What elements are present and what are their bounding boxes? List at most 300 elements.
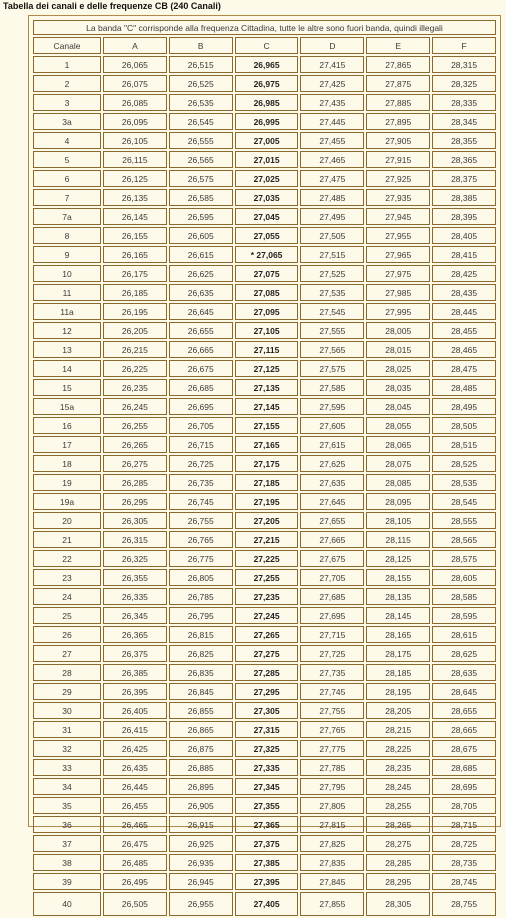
cell-c: 26,975: [235, 75, 299, 92]
header-cell-f: F: [432, 37, 496, 54]
cell-d: 27,415: [300, 56, 364, 73]
cell-c: 27,035: [235, 189, 299, 206]
cell-e: 28,215: [366, 721, 430, 738]
cell-f: 28,725: [432, 835, 496, 852]
cell-e: 28,035: [366, 379, 430, 396]
cell-e: 27,955: [366, 227, 430, 244]
cell-channel: 38: [33, 854, 101, 871]
table-row: [33, 151, 496, 168]
cell-c: 27,185: [235, 474, 299, 491]
cell-f: 28,685: [432, 759, 496, 776]
cell-c: 27,265: [235, 626, 299, 643]
cell-a: 26,445: [103, 778, 167, 795]
cell-c: 27,015: [235, 151, 299, 168]
cell-b: 26,845: [169, 683, 233, 700]
header-cell-d: D: [300, 37, 364, 54]
cell-e: 27,875: [366, 75, 430, 92]
cell-b: 26,625: [169, 265, 233, 282]
cell-c: 27,405: [235, 892, 299, 916]
cell-d: 27,835: [300, 854, 364, 871]
cell-d: 27,505: [300, 227, 364, 244]
cell-d: 27,815: [300, 816, 364, 833]
cell-a: 26,415: [103, 721, 167, 738]
cell-f: 28,755: [432, 892, 496, 916]
cell-b: 26,705: [169, 417, 233, 434]
cell-f: 28,645: [432, 683, 496, 700]
cell-channel: 9: [33, 246, 101, 263]
cell-c: 27,275: [235, 645, 299, 662]
cell-channel: 7a: [33, 208, 101, 225]
cell-a: 26,435: [103, 759, 167, 776]
cell-d: 27,435: [300, 94, 364, 111]
cell-e: 27,905: [366, 132, 430, 149]
cell-channel: 4: [33, 132, 101, 149]
cell-e: 28,145: [366, 607, 430, 624]
cell-e: 28,025: [366, 360, 430, 377]
cell-f: 28,715: [432, 816, 496, 833]
cell-c: 26,985: [235, 94, 299, 111]
cell-b: 26,675: [169, 360, 233, 377]
cell-a: 26,495: [103, 873, 167, 890]
cell-c: 27,235: [235, 588, 299, 605]
cell-a: 26,075: [103, 75, 167, 92]
cell-e: 28,135: [366, 588, 430, 605]
cell-a: 26,485: [103, 854, 167, 871]
cell-a: 26,115: [103, 151, 167, 168]
table-row: [33, 550, 496, 567]
table-row: [33, 702, 496, 719]
cell-channel: 12: [33, 322, 101, 339]
cell-f: 28,345: [432, 113, 496, 130]
table-row: [33, 246, 496, 263]
cell-a: 26,285: [103, 474, 167, 491]
cell-channel: 17: [33, 436, 101, 453]
cell-channel: 5: [33, 151, 101, 168]
cell-b: 26,935: [169, 854, 233, 871]
cell-b: 26,945: [169, 873, 233, 890]
cell-f: 28,335: [432, 94, 496, 111]
cell-channel: 27: [33, 645, 101, 662]
table-row: [33, 664, 496, 681]
cell-f: 28,395: [432, 208, 496, 225]
cell-a: 26,265: [103, 436, 167, 453]
cell-channel: 19a: [33, 493, 101, 510]
cell-a: 26,185: [103, 284, 167, 301]
cell-c: 27,365: [235, 816, 299, 833]
header-row: [33, 37, 496, 54]
table-row: [33, 683, 496, 700]
cell-d: 27,715: [300, 626, 364, 643]
table-row: [33, 493, 496, 510]
cell-e: 27,985: [366, 284, 430, 301]
cell-e: 28,245: [366, 778, 430, 795]
cell-e: 28,045: [366, 398, 430, 415]
cell-f: 28,355: [432, 132, 496, 149]
header-cell-canale: Canale: [33, 37, 101, 54]
cell-d: 27,425: [300, 75, 364, 92]
cell-c: 27,305: [235, 702, 299, 719]
cell-b: 26,755: [169, 512, 233, 529]
cell-f: 28,635: [432, 664, 496, 681]
cell-a: 26,125: [103, 170, 167, 187]
cell-c: 27,335: [235, 759, 299, 776]
cell-a: 26,385: [103, 664, 167, 681]
cell-b: 26,825: [169, 645, 233, 662]
cell-b: 26,565: [169, 151, 233, 168]
cell-b: 26,595: [169, 208, 233, 225]
cell-c: 27,125: [235, 360, 299, 377]
cell-a: 26,145: [103, 208, 167, 225]
cell-e: 27,995: [366, 303, 430, 320]
table-row: [33, 303, 496, 320]
cell-f: 28,375: [432, 170, 496, 187]
cell-a: 26,205: [103, 322, 167, 339]
cell-f: 28,425: [432, 265, 496, 282]
cell-d: 27,575: [300, 360, 364, 377]
table-row: [33, 132, 496, 149]
cell-a: 26,305: [103, 512, 167, 529]
cell-channel: 22: [33, 550, 101, 567]
cell-channel: 20: [33, 512, 101, 529]
frequency-table-frame: [28, 15, 501, 909]
table-row: [33, 607, 496, 624]
cell-channel: 28: [33, 664, 101, 681]
cell-c: 27,385: [235, 854, 299, 871]
cell-a: 26,225: [103, 360, 167, 377]
cell-d: 27,725: [300, 645, 364, 662]
cell-d: 27,745: [300, 683, 364, 700]
cell-a: 26,105: [103, 132, 167, 149]
cell-channel: 15a: [33, 398, 101, 415]
cell-f: 28,315: [432, 56, 496, 73]
cell-channel: 16: [33, 417, 101, 434]
cell-b: 26,955: [169, 892, 233, 916]
cell-e: 28,015: [366, 341, 430, 358]
table-row: [33, 474, 496, 491]
cell-d: 27,445: [300, 113, 364, 130]
cell-c: 27,205: [235, 512, 299, 529]
cell-f: 28,485: [432, 379, 496, 396]
cell-a: 26,095: [103, 113, 167, 130]
caption-row: [33, 20, 496, 35]
cell-f: 28,515: [432, 436, 496, 453]
cell-b: 26,665: [169, 341, 233, 358]
cell-a: 26,165: [103, 246, 167, 263]
cell-b: 26,735: [169, 474, 233, 491]
cell-b: 26,695: [169, 398, 233, 415]
cell-d: 27,475: [300, 170, 364, 187]
cell-b: 26,525: [169, 75, 233, 92]
cell-d: 27,705: [300, 569, 364, 586]
cell-b: 26,575: [169, 170, 233, 187]
cell-d: 27,645: [300, 493, 364, 510]
cell-f: 28,695: [432, 778, 496, 795]
cell-d: 27,665: [300, 531, 364, 548]
cell-f: 28,475: [432, 360, 496, 377]
cell-channel: 15: [33, 379, 101, 396]
cell-b: 26,865: [169, 721, 233, 738]
cell-e: 28,225: [366, 740, 430, 757]
cell-b: 26,555: [169, 132, 233, 149]
cell-a: 26,315: [103, 531, 167, 548]
cell-b: 26,855: [169, 702, 233, 719]
cell-f: 28,555: [432, 512, 496, 529]
cell-d: 27,555: [300, 322, 364, 339]
cell-a: 26,335: [103, 588, 167, 605]
cell-c: 27,255: [235, 569, 299, 586]
cell-d: 27,675: [300, 550, 364, 567]
cell-channel: 7: [33, 189, 101, 206]
table-row: [33, 721, 496, 738]
table-row: [33, 170, 496, 187]
cell-a: 26,275: [103, 455, 167, 472]
table-row: [33, 873, 496, 890]
cell-a: 26,455: [103, 797, 167, 814]
table-row: [33, 816, 496, 833]
cell-b: 26,835: [169, 664, 233, 681]
cell-f: 28,505: [432, 417, 496, 434]
cell-c: 27,145: [235, 398, 299, 415]
cell-f: 28,545: [432, 493, 496, 510]
table-row: [33, 341, 496, 358]
cell-f: 28,365: [432, 151, 496, 168]
table-row: [33, 626, 496, 643]
cell-channel: 31: [33, 721, 101, 738]
frequency-table: [31, 18, 498, 918]
table-row: [33, 892, 496, 916]
cell-e: 28,295: [366, 873, 430, 890]
cell-c: 27,085: [235, 284, 299, 301]
cell-f: 28,605: [432, 569, 496, 586]
cell-channel: 30: [33, 702, 101, 719]
cell-channel: 29: [33, 683, 101, 700]
table-row: [33, 75, 496, 92]
cell-channel: 8: [33, 227, 101, 244]
table-row: [33, 113, 496, 130]
cell-f: 28,535: [432, 474, 496, 491]
cell-c: 27,055: [235, 227, 299, 244]
cell-d: 27,755: [300, 702, 364, 719]
table-row: [33, 56, 496, 73]
cell-f: 28,495: [432, 398, 496, 415]
header-cell-e: E: [366, 37, 430, 54]
table-row: [33, 588, 496, 605]
cell-b: 26,615: [169, 246, 233, 263]
cell-e: 28,165: [366, 626, 430, 643]
cell-c: 27,105: [235, 322, 299, 339]
cell-channel: 34: [33, 778, 101, 795]
cell-f: 28,735: [432, 854, 496, 871]
cell-f: 28,405: [432, 227, 496, 244]
cell-channel: 1: [33, 56, 101, 73]
cell-d: 27,655: [300, 512, 364, 529]
cell-c: 27,285: [235, 664, 299, 681]
cell-d: 27,485: [300, 189, 364, 206]
cell-f: 28,665: [432, 721, 496, 738]
cell-d: 27,785: [300, 759, 364, 776]
cell-a: 26,195: [103, 303, 167, 320]
cell-f: 28,575: [432, 550, 496, 567]
cell-d: 27,855: [300, 892, 364, 916]
cell-channel: 18: [33, 455, 101, 472]
cell-e: 28,115: [366, 531, 430, 548]
cell-b: 26,915: [169, 816, 233, 833]
cell-e: 28,265: [366, 816, 430, 833]
cell-d: 27,765: [300, 721, 364, 738]
cell-c: 27,345: [235, 778, 299, 795]
cell-channel: 6: [33, 170, 101, 187]
cell-channel: 2: [33, 75, 101, 92]
table-row: [33, 417, 496, 434]
cell-b: 26,585: [169, 189, 233, 206]
cell-f: 28,415: [432, 246, 496, 263]
table-row: [33, 284, 496, 301]
cell-b: 26,765: [169, 531, 233, 548]
cell-channel: 11a: [33, 303, 101, 320]
cell-c: * 27,065: [235, 246, 299, 263]
cell-channel: 26: [33, 626, 101, 643]
cell-f: 28,615: [432, 626, 496, 643]
cell-d: 27,685: [300, 588, 364, 605]
cell-e: 28,235: [366, 759, 430, 776]
cell-c: 27,195: [235, 493, 299, 510]
cell-channel: 39: [33, 873, 101, 890]
cell-e: 27,925: [366, 170, 430, 187]
cell-e: 28,125: [366, 550, 430, 567]
cell-channel: 21: [33, 531, 101, 548]
cell-c: 27,045: [235, 208, 299, 225]
cell-e: 28,065: [366, 436, 430, 453]
table-row: [33, 759, 496, 776]
cell-a: 26,355: [103, 569, 167, 586]
header-cell-a: A: [103, 37, 167, 54]
cell-a: 26,375: [103, 645, 167, 662]
cell-d: 27,495: [300, 208, 364, 225]
cell-d: 27,605: [300, 417, 364, 434]
cell-c: 27,075: [235, 265, 299, 282]
cell-c: 27,215: [235, 531, 299, 548]
cell-a: 26,405: [103, 702, 167, 719]
cell-f: 28,525: [432, 455, 496, 472]
cell-a: 26,425: [103, 740, 167, 757]
cell-d: 27,695: [300, 607, 364, 624]
cell-d: 27,455: [300, 132, 364, 149]
cell-f: 28,455: [432, 322, 496, 339]
cell-channel: 37: [33, 835, 101, 852]
cell-c: 27,225: [235, 550, 299, 567]
cell-e: 27,885: [366, 94, 430, 111]
cell-f: 28,465: [432, 341, 496, 358]
cell-c: 27,175: [235, 455, 299, 472]
cell-c: 27,395: [235, 873, 299, 890]
table-row: [33, 265, 496, 282]
cell-b: 26,745: [169, 493, 233, 510]
cell-c: 27,095: [235, 303, 299, 320]
cell-f: 28,325: [432, 75, 496, 92]
cell-e: 28,105: [366, 512, 430, 529]
cell-b: 26,535: [169, 94, 233, 111]
cell-e: 27,975: [366, 265, 430, 282]
table-row: [33, 208, 496, 225]
cell-c: 27,315: [235, 721, 299, 738]
cell-b: 26,635: [169, 284, 233, 301]
table-row: [33, 322, 496, 339]
cell-channel: 35: [33, 797, 101, 814]
table-row: [33, 645, 496, 662]
cell-a: 26,085: [103, 94, 167, 111]
cell-a: 26,155: [103, 227, 167, 244]
cell-f: 28,565: [432, 531, 496, 548]
table-row: [33, 531, 496, 548]
cell-b: 26,795: [169, 607, 233, 624]
cell-channel: 3a: [33, 113, 101, 130]
table-row: [33, 512, 496, 529]
cell-a: 26,215: [103, 341, 167, 358]
cell-d: 27,465: [300, 151, 364, 168]
cell-b: 26,785: [169, 588, 233, 605]
table-row: [33, 569, 496, 586]
cell-e: 28,275: [366, 835, 430, 852]
table-row: [33, 740, 496, 757]
cell-e: 28,095: [366, 493, 430, 510]
cell-f: 28,595: [432, 607, 496, 624]
cell-b: 26,905: [169, 797, 233, 814]
cell-a: 26,395: [103, 683, 167, 700]
cell-d: 27,795: [300, 778, 364, 795]
cell-b: 26,685: [169, 379, 233, 396]
cell-f: 28,435: [432, 284, 496, 301]
cell-a: 26,065: [103, 56, 167, 73]
cell-d: 27,525: [300, 265, 364, 282]
cell-b: 26,775: [169, 550, 233, 567]
cell-f: 28,655: [432, 702, 496, 719]
cell-b: 26,725: [169, 455, 233, 472]
table-row: [33, 227, 496, 244]
cell-a: 26,245: [103, 398, 167, 415]
cell-channel: 3: [33, 94, 101, 111]
cell-d: 27,825: [300, 835, 364, 852]
cell-channel: 32: [33, 740, 101, 757]
cell-e: 28,305: [366, 892, 430, 916]
cell-f: 28,705: [432, 797, 496, 814]
table-row: [33, 797, 496, 814]
cell-f: 28,445: [432, 303, 496, 320]
cell-c: 27,005: [235, 132, 299, 149]
cell-d: 27,545: [300, 303, 364, 320]
page-title: Tabella dei canali e delle frequenze CB (240 Canali): [3, 1, 221, 11]
cell-d: 27,535: [300, 284, 364, 301]
cell-e: 27,945: [366, 208, 430, 225]
cell-a: 26,175: [103, 265, 167, 282]
cell-c: 27,115: [235, 341, 299, 358]
table-row: [33, 854, 496, 871]
cell-channel: 23: [33, 569, 101, 586]
cell-channel: 10: [33, 265, 101, 282]
cell-c: 27,155: [235, 417, 299, 434]
table-row: [33, 436, 496, 453]
cell-d: 27,625: [300, 455, 364, 472]
cell-d: 27,585: [300, 379, 364, 396]
table-row: [33, 94, 496, 111]
cell-e: 28,175: [366, 645, 430, 662]
table-row: [33, 360, 496, 377]
cell-f: 28,625: [432, 645, 496, 662]
cell-c: 27,025: [235, 170, 299, 187]
cell-f: 28,745: [432, 873, 496, 890]
cell-a: 26,325: [103, 550, 167, 567]
cell-d: 27,805: [300, 797, 364, 814]
cell-b: 26,515: [169, 56, 233, 73]
